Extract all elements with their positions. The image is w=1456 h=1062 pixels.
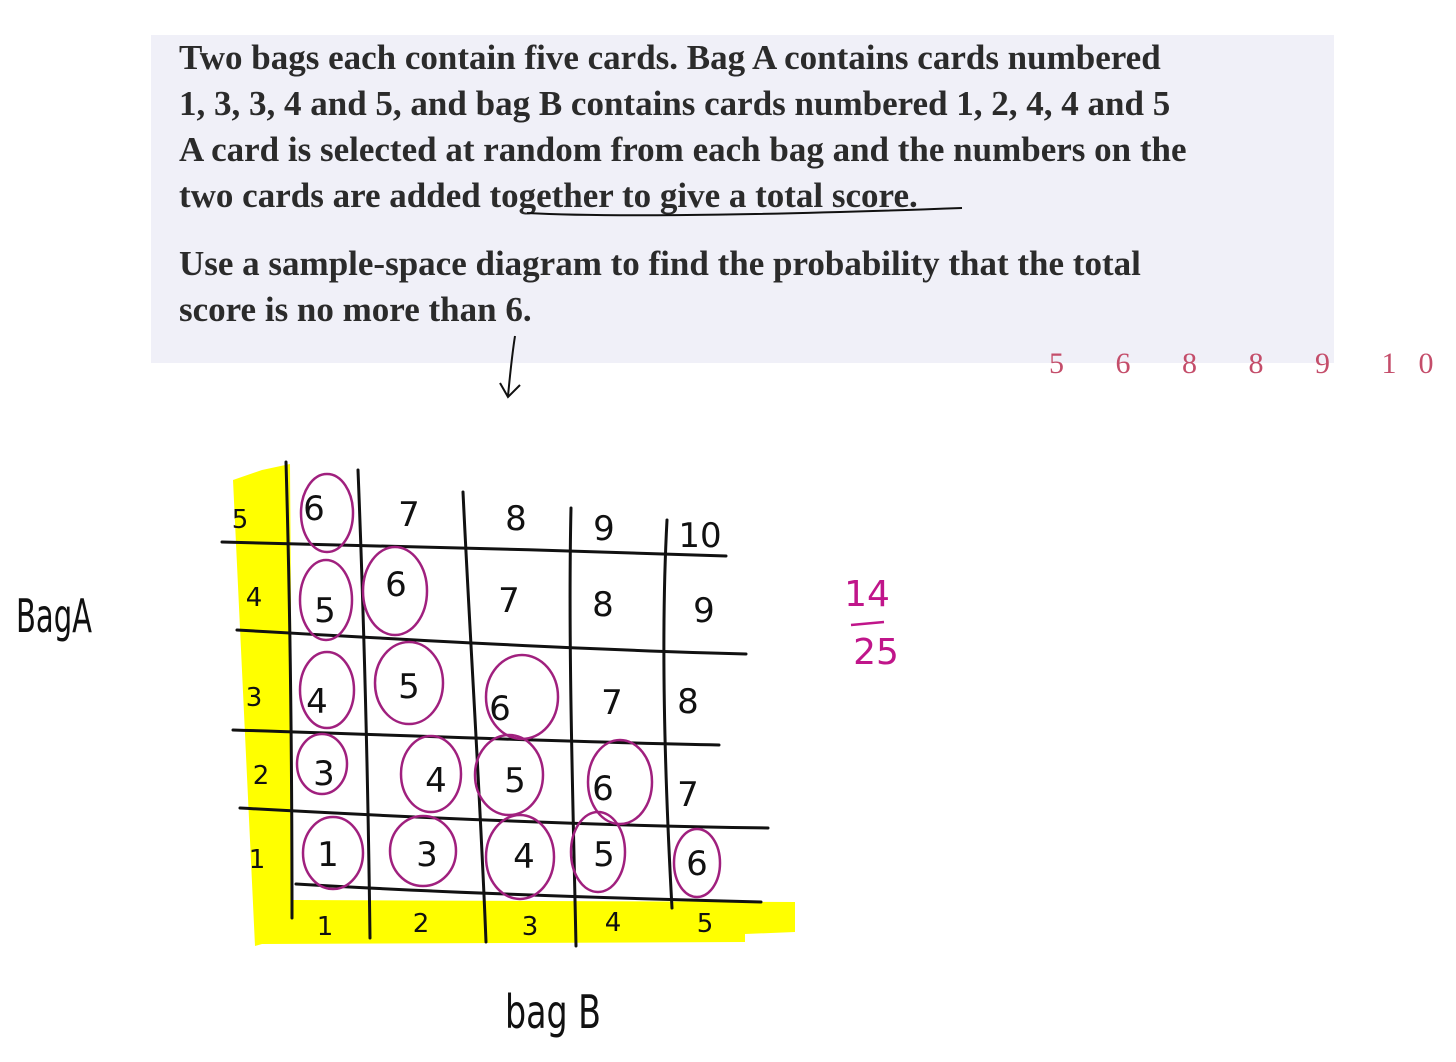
grid-cell: 7 [677,775,699,815]
question-line: two cards are added together to give a total score. [179,176,918,215]
grid-cell: 4 [425,761,447,801]
grid-cell: 5 [398,667,420,707]
grid-cell: 9 [693,591,715,631]
grid-cell: 6 [489,689,511,729]
grid-cell: 7 [601,683,623,723]
answer-denominator: 25 [853,632,899,673]
grid-cell: 6 [303,489,325,529]
grid-cell: 8 [505,499,527,539]
column-header: 3 [521,912,539,942]
grid-cell: 3 [313,754,335,794]
grid-cell: 9 [593,509,615,549]
grid-cell: 8 [592,585,614,625]
row-header: 4 [245,583,263,613]
prompt-line: score is no more than 6. [179,290,532,329]
row-header: 2 [252,761,270,791]
column-header: 5 [696,909,714,939]
question-line: 1, 3, 3, 4 and 5, and bag B contains cards numbered 1, 2, 4, 4 and 5 [179,84,1171,123]
prompt-line: Use a sample-space diagram to find the probability that the total [179,244,1141,283]
grid-cell: 5 [593,835,615,875]
grid-cell: 4 [306,682,328,722]
question-line: Two bags each contain five cards. Bag A contains cards numbered [179,38,1161,77]
column-header: 1 [316,912,334,942]
cut-off-row: 5 6 8 8 9 10 [1049,347,1456,380]
grid-cell: 8 [677,682,699,722]
row-header: 5 [231,505,249,535]
grid-cell: 1 [317,835,339,875]
column-header: 4 [604,908,622,938]
bag-a-label: BagA [16,589,93,643]
fraction-bar [851,622,884,625]
bag-b-label: bag B [505,985,601,1039]
grid-cell: 5 [504,761,526,801]
arrow-stroke [500,336,520,397]
underline-stroke [527,208,962,215]
grid-cell: 6 [686,844,708,884]
grid-cell: 7 [498,581,520,621]
grid-cell: 3 [416,835,438,875]
answer-numerator: 14 [844,574,890,615]
grid-cell: 5 [314,591,336,631]
row-header: 3 [245,683,263,713]
grid-cell: 6 [385,565,407,605]
question-line: A card is selected at random from each bag and the numbers on the [179,130,1187,169]
column-header: 2 [412,909,430,939]
grid-cell: 10 [678,516,722,556]
grid-cell: 6 [592,769,614,809]
grid-cell: 7 [398,495,420,535]
grid-cell: 4 [513,837,535,877]
row-header: 1 [248,845,266,875]
